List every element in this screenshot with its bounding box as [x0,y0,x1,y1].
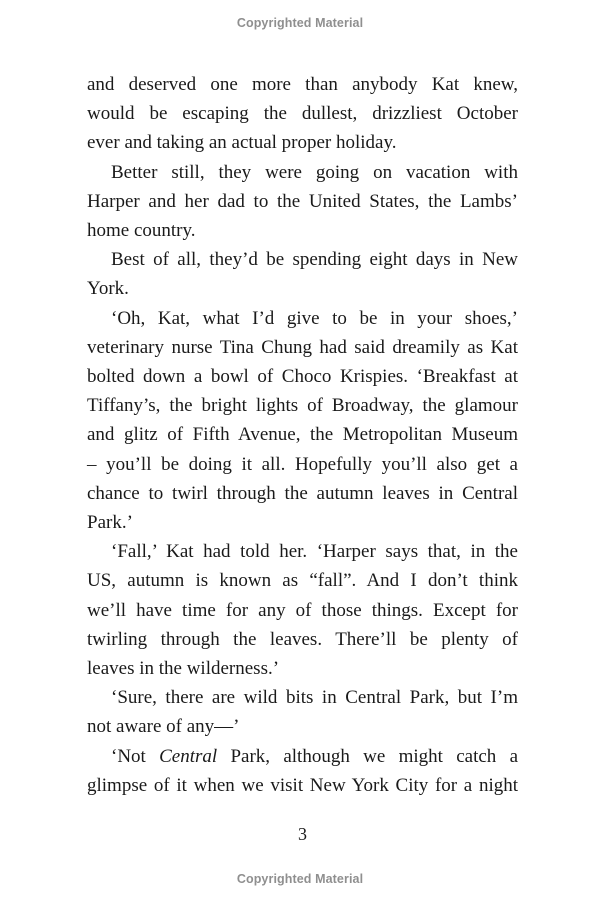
text-line [87,158,518,187]
text-segment: would be escaping the dullest, drizzliest October [87,103,518,125]
page-number: 3 [298,824,307,844]
text-segment: Best of all, they’d be spending eight days in New [111,249,518,271]
text-line [87,274,518,303]
text-line [87,420,518,449]
text-segment: glimpse of it when we visit New York City for a night [87,774,518,796]
text-segment: leaves in the wilderness.’ [87,658,280,680]
text-segment: York. [87,278,129,300]
text-segment: and glitz of Fifth Avenue, the Metropolitan Museum [87,424,518,446]
text-line [87,333,518,362]
text-line [87,99,518,128]
text-segment: bolted down a bowl of Choco Krispies. ‘Breakfast at [87,366,518,388]
text-line [87,596,518,625]
text-line [87,70,518,99]
text-segment: veterinary nurse Tina Chung had said dreamily as Kat [87,336,518,358]
text-line [87,771,518,800]
text-line [87,712,518,741]
text-line [87,479,518,508]
text-segment: ‘Not [111,745,160,767]
text-segment: not aware of any—’ [87,716,240,738]
text-line [87,187,518,216]
italic-text: Central [159,745,218,767]
text-segment: chance to twirl through the autumn leaves in Central [87,482,518,504]
text-line [87,304,518,333]
text-line [87,450,518,479]
text-segment: Better still, they were going on vacation with [111,161,518,183]
text-line [87,654,518,683]
text-segment: we’ll have time for any of those things. Except for [87,599,518,621]
text-segment: twirling through the leaves. There’ll be plenty of [87,628,518,650]
text-line [87,742,518,771]
text-line [87,625,518,654]
text-segment: home country. [87,220,196,242]
text-line [87,508,518,537]
text-segment: US, autumn is known as “fall”. And I don’t think [87,570,518,592]
text-segment: Tiffany’s, the bright lights of Broadway, the glamour [87,395,518,417]
text-line [87,566,518,595]
text-line [87,537,518,566]
text-line [87,683,518,712]
text-line [87,391,518,420]
text-segment: Park.’ [87,512,133,534]
text-block [87,70,518,800]
text-segment: Harper and her dad to the United States, the Lambs’ [87,190,518,212]
text-segment: ever and taking an actual proper holiday. [87,132,397,154]
text-line [87,362,518,391]
copyright-notice-bottom: Copyrighted Material [236,872,364,886]
text-segment: ‘Sure, there are wild bits in Central Park, but I’m [111,687,518,709]
text-segment: ‘Oh, Kat, what I’d give to be in your shoes,’ [111,307,518,329]
text-line [87,245,518,274]
text-segment: Park, although we might catch a [217,745,518,767]
copyright-notice-top: Copyrighted Material [236,16,364,30]
text-segment: – you’ll be doing it all. Hopefully you’ll also get a [87,453,518,475]
text-line [87,216,518,245]
text-segment: and deserved one more than anybody Kat knew, [87,74,518,95]
text-segment: ‘Fall,’ Kat had told her. ‘Harper says that, in the [111,541,518,563]
text-line [87,128,518,157]
